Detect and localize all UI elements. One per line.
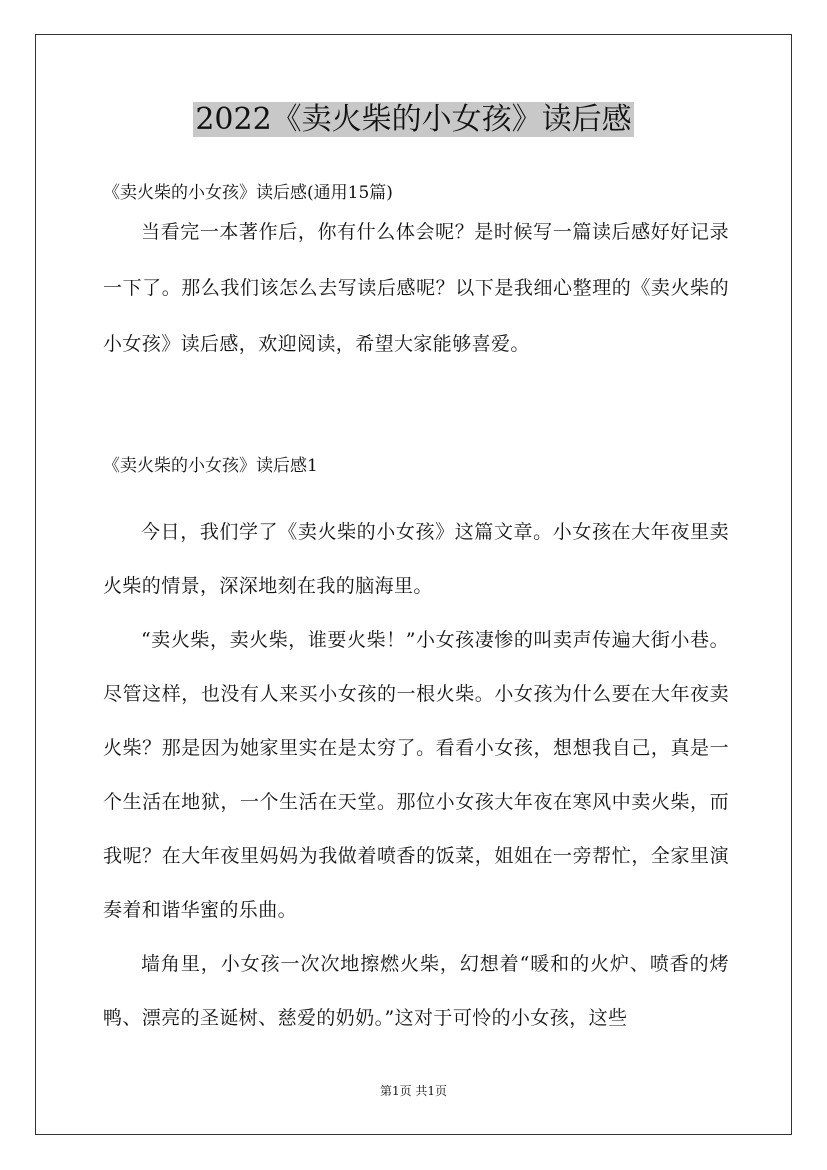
document-title-text: 2022《卖火柴的小女孩》读后感 [195, 102, 632, 137]
document-title [0, 98, 827, 142]
page-number-footer: 第1页 共1页 [379, 1084, 448, 1098]
body-paragraph-2: “卖火柴，卖火柴，谁要火柴！”小女孩凄惨的叫卖声传遍大街小巷。尽管这样，也没有人来买小女孩的一根火柴。小女孩为什么要在大年夜卖火柴？那是因为她家里实在是太穷了。看看小女孩，想想我自己，真是一个生活在地狱，一个生活在天堂。那位小女孩大年夜在寒风中卖火柴，而我呢？在大年夜里妈妈为我做着喷香的饭菜，姐姐在一旁帮忙，全家里演奏着和谐华蜜的乐曲。 [103, 629, 729, 921]
document-subtitle: 《卖火柴的小女孩》读后感(通用15篇) [103, 183, 393, 203]
intro-paragraph: 当看完一本著作后，你有什么体会呢？是时候写一篇读后感好好记录一下了。那么我们该怎么去写读后感呢？以下是我细心整理的《卖火柴的小女孩》读后感，欢迎阅读，希望大家能够喜爱。 [103, 221, 729, 355]
body-paragraph-1: 今日，我们学了《卖火柴的小女孩》这篇文章。小女孩在大年夜里卖火柴的情景，深深地刻在我的脑海里。 [103, 521, 729, 597]
body-paragraph-3: 墙角里，小女孩一次次地擦燃火柴，幻想着“暖和的火炉、喷香的烤鸭、漂亮的圣诞树、慈爱的奶奶。”这对于可怜的小女孩，这些 [103, 953, 729, 1029]
section-heading: 《卖火柴的小女孩》读后感1 [103, 456, 318, 476]
